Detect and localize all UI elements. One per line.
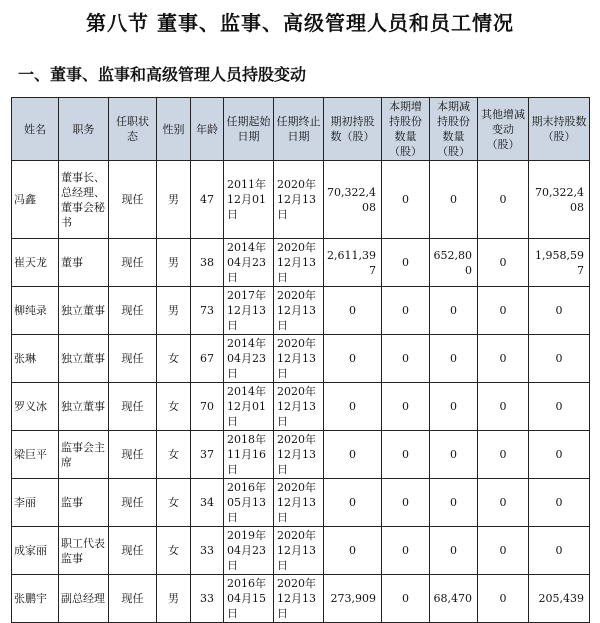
shareholding-table [11, 97, 590, 623]
cell-increase: 0 [382, 383, 430, 431]
cell-term-start: 2019年04月23日 [224, 527, 274, 575]
cell-name: 冯鑫 [12, 161, 59, 239]
cell-term-end: 2020年12月13日 [274, 383, 324, 431]
cell-term-end: 2020年12月13日 [274, 479, 324, 527]
table-header-row [12, 98, 590, 161]
cell-name: 成家丽 [12, 527, 59, 575]
table-row [12, 161, 590, 239]
cell-gender: 女 [157, 335, 191, 383]
cell-status: 现任 [109, 527, 157, 575]
cell-gender: 女 [157, 527, 191, 575]
cell-status: 现任 [109, 287, 157, 335]
cell-gender: 女 [157, 383, 191, 431]
cell-age: 38 [191, 239, 224, 287]
header-closing-shares: 期末持股数（股） [529, 98, 590, 161]
cell-term-end: 2020年12月13日 [274, 287, 324, 335]
cell-decrease: 0 [430, 527, 478, 575]
cell-other-change: 0 [478, 479, 529, 527]
cell-increase: 0 [382, 527, 430, 575]
header-term-end: 任期终止日期 [274, 98, 324, 161]
cell-gender: 女 [157, 479, 191, 527]
cell-other-change: 0 [478, 239, 529, 287]
cell-opening-shares: 0 [324, 383, 382, 431]
cell-opening-shares: 0 [324, 287, 382, 335]
cell-closing-shares: 0 [529, 431, 590, 479]
cell-opening-shares: 0 [324, 479, 382, 527]
cell-decrease: 0 [430, 383, 478, 431]
cell-position: 独立董事 [59, 287, 109, 335]
cell-term-start: 2014年12月01日 [224, 383, 274, 431]
cell-increase: 0 [382, 161, 430, 239]
cell-other-change: 0 [478, 161, 529, 239]
cell-other-change: 0 [478, 383, 529, 431]
cell-status: 现任 [109, 239, 157, 287]
cell-status: 现任 [109, 161, 157, 239]
cell-term-start: 2017年12月13日 [224, 287, 274, 335]
cell-term-start: 2014年04月23日 [224, 239, 274, 287]
cell-age: 47 [191, 161, 224, 239]
table-row [12, 383, 590, 431]
cell-increase: 0 [382, 335, 430, 383]
cell-position: 职工代表监事 [59, 527, 109, 575]
cell-decrease: 652,800 [430, 239, 478, 287]
cell-position: 监事 [59, 479, 109, 527]
cell-other-change: 0 [478, 527, 529, 575]
cell-status: 现任 [109, 575, 157, 623]
cell-other-change: 0 [478, 431, 529, 479]
cell-opening-shares: 273,909 [324, 575, 382, 623]
table-row [12, 287, 590, 335]
cell-decrease: 68,470 [430, 575, 478, 623]
cell-gender: 男 [157, 575, 191, 623]
cell-closing-shares: 1,958,597 [529, 239, 590, 287]
cell-gender: 男 [157, 287, 191, 335]
cell-status: 现任 [109, 431, 157, 479]
cell-term-end: 2020年12月13日 [274, 161, 324, 239]
cell-increase: 0 [382, 431, 430, 479]
cell-age: 33 [191, 527, 224, 575]
table-row [12, 239, 590, 287]
header-term-start: 任期起始日期 [224, 98, 274, 161]
cell-name: 梁巨平 [12, 431, 59, 479]
cell-decrease: 0 [430, 287, 478, 335]
header-gender: 性别 [157, 98, 191, 161]
cell-name: 张鹏宇 [12, 575, 59, 623]
cell-name: 张琳 [12, 335, 59, 383]
cell-opening-shares: 0 [324, 431, 382, 479]
cell-term-end: 2020年12月13日 [274, 575, 324, 623]
cell-name: 罗义冰 [12, 383, 59, 431]
cell-term-end: 2020年12月13日 [274, 431, 324, 479]
header-name: 姓名 [12, 98, 59, 161]
cell-closing-shares: 0 [529, 383, 590, 431]
cell-status: 现任 [109, 335, 157, 383]
cell-closing-shares: 205,439 [529, 575, 590, 623]
cell-opening-shares: 2,611,397 [324, 239, 382, 287]
cell-increase: 0 [382, 575, 430, 623]
cell-name: 崔天龙 [12, 239, 59, 287]
cell-increase: 0 [382, 287, 430, 335]
header-status: 任职状态 [109, 98, 157, 161]
cell-term-start: 2016年05月13日 [224, 479, 274, 527]
cell-status: 现任 [109, 383, 157, 431]
cell-age: 34 [191, 479, 224, 527]
table-row [12, 479, 590, 527]
cell-position: 董事长、总经理、董事会秘书 [59, 161, 109, 239]
cell-position: 董事 [59, 239, 109, 287]
header-position: 职务 [59, 98, 109, 161]
cell-age: 33 [191, 575, 224, 623]
cell-term-end: 2020年12月13日 [274, 527, 324, 575]
cell-age: 73 [191, 287, 224, 335]
cell-increase: 0 [382, 239, 430, 287]
table-row [12, 335, 590, 383]
cell-age: 67 [191, 335, 224, 383]
cell-closing-shares: 0 [529, 527, 590, 575]
cell-closing-shares: 0 [529, 335, 590, 383]
cell-position: 监事会主席 [59, 431, 109, 479]
table-row [12, 431, 590, 479]
page-title: 第八节 董事、监事、高级管理人员和员工情况 [86, 11, 514, 35]
cell-closing-shares: 70,322,408 [529, 161, 590, 239]
cell-gender: 男 [157, 239, 191, 287]
cell-term-start: 2014年04月23日 [224, 335, 274, 383]
header-increase: 本期增持股份数量（股） [382, 98, 430, 161]
cell-opening-shares: 70,322,408 [324, 161, 382, 239]
cell-decrease: 0 [430, 431, 478, 479]
cell-closing-shares: 0 [529, 479, 590, 527]
cell-position: 独立董事 [59, 383, 109, 431]
section-title: 一、董事、监事和高级管理人员持股变动 [18, 65, 307, 84]
cell-term-start: 2018年11月16日 [224, 431, 274, 479]
header-decrease: 本期减持股份数量（股） [430, 98, 478, 161]
cell-gender: 女 [157, 431, 191, 479]
table-row [12, 575, 590, 623]
cell-opening-shares: 0 [324, 527, 382, 575]
header-other-change: 其他增减变动（股） [478, 98, 529, 161]
cell-decrease: 0 [430, 161, 478, 239]
cell-term-end: 2020年12月13日 [274, 335, 324, 383]
cell-decrease: 0 [430, 335, 478, 383]
header-opening-shares: 期初持股数（股） [324, 98, 382, 161]
cell-position: 独立董事 [59, 335, 109, 383]
cell-term-start: 2011年12月01日 [224, 161, 274, 239]
cell-opening-shares: 0 [324, 335, 382, 383]
cell-decrease: 0 [430, 479, 478, 527]
cell-other-change: 0 [478, 575, 529, 623]
cell-status: 现任 [109, 479, 157, 527]
cell-term-start: 2016年04月15日 [224, 575, 274, 623]
cell-closing-shares: 0 [529, 287, 590, 335]
cell-age: 70 [191, 383, 224, 431]
cell-other-change: 0 [478, 335, 529, 383]
cell-term-end: 2020年12月13日 [274, 239, 324, 287]
cell-other-change: 0 [478, 287, 529, 335]
cell-gender: 男 [157, 161, 191, 239]
cell-increase: 0 [382, 479, 430, 527]
cell-age: 37 [191, 431, 224, 479]
cell-position: 副总经理 [59, 575, 109, 623]
cell-name: 柳纯录 [12, 287, 59, 335]
table-row [12, 527, 590, 575]
header-age: 年龄 [191, 98, 224, 161]
cell-name: 李丽 [12, 479, 59, 527]
